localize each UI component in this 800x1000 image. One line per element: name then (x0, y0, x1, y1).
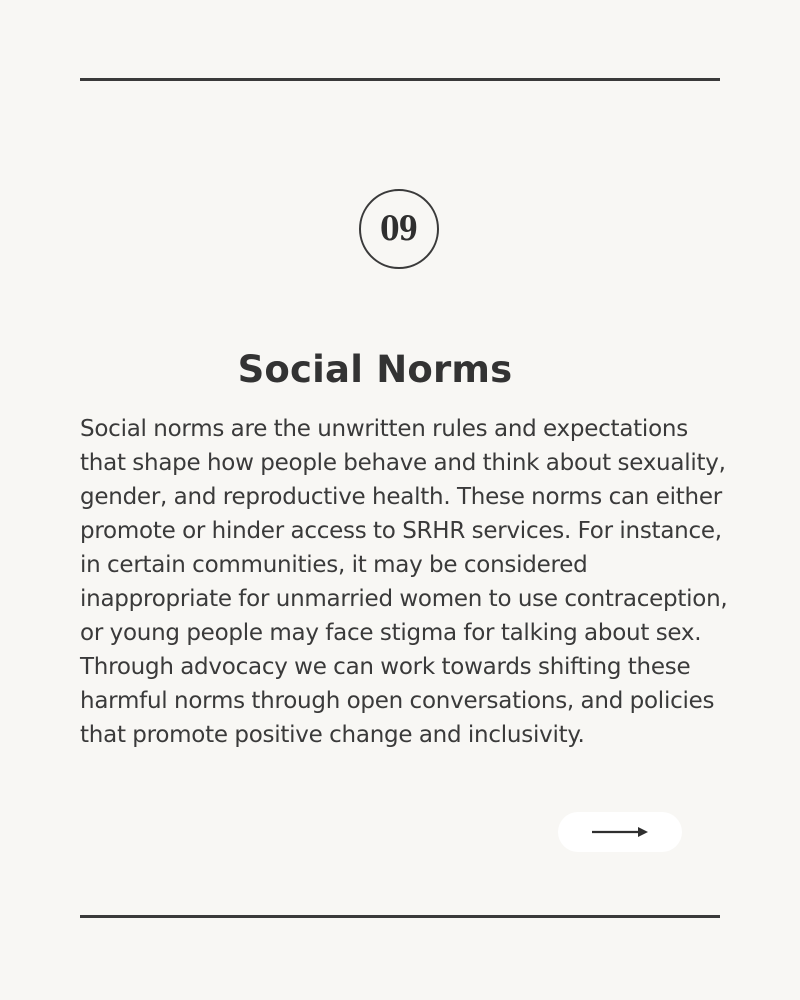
slide-number-badge (359, 189, 439, 269)
bottom-divider (80, 915, 720, 918)
slide-number: 09 (380, 209, 418, 249)
top-divider (80, 78, 720, 81)
page-title: Social Norms (237, 348, 513, 391)
next-button[interactable] (558, 812, 682, 852)
arrow-right-icon (591, 825, 649, 839)
body-paragraph: Social norms are the unwritten rules and expectations that shape how people behave and think about sexuality, gender, and reproductive health. These norms can either promote or hinder access to SRHR services. For instance, in certain communities, it may be considered inappropriate for unmarried women to use contraception, or young people may face stigma for talking about sex. Through advocacy we can work towards shifting these harmful norms through open conversations, and policies that promote positive change and inclusivity. (80, 416, 728, 748)
